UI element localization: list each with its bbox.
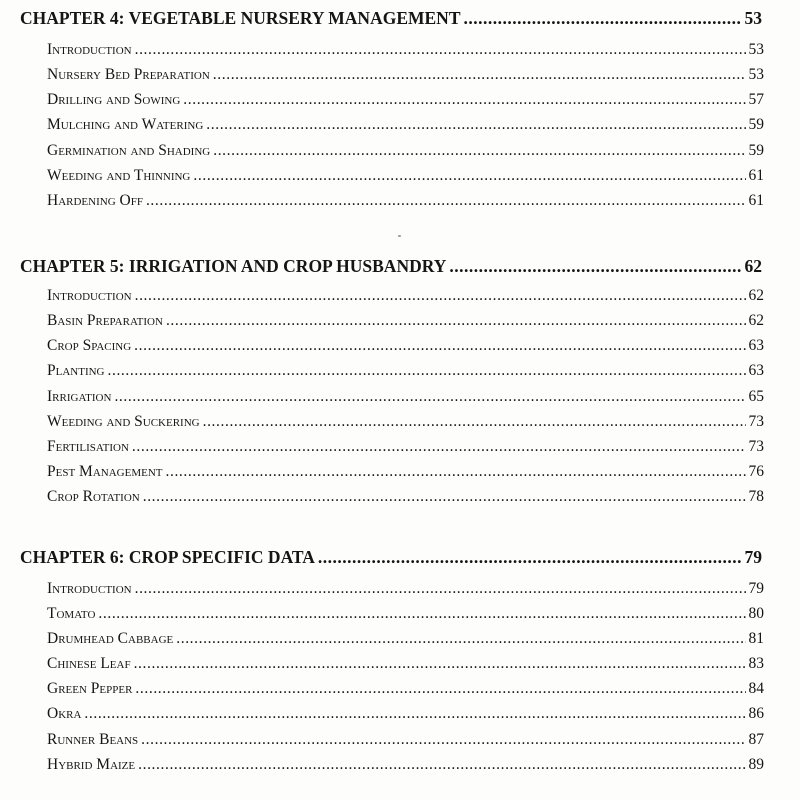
dot-leader <box>449 256 741 277</box>
section-title: Planting <box>47 362 105 379</box>
section-page-number: 73 <box>748 438 764 455</box>
toc-entry[interactable] <box>47 438 764 456</box>
chapter-page-number: 62 <box>744 256 762 276</box>
section-title: Chinese Leaf <box>47 655 131 672</box>
dot-leader <box>183 91 745 109</box>
dot-leader <box>134 655 746 673</box>
section-title: Tomato <box>47 605 96 622</box>
chapter-page-number: 53 <box>744 8 762 28</box>
dot-leader <box>108 362 746 380</box>
section-page-number: 65 <box>748 388 764 405</box>
section-page-number: 63 <box>748 362 764 379</box>
dot-leader <box>134 337 745 355</box>
dot-leader <box>213 66 746 84</box>
toc-entry[interactable] <box>47 287 764 305</box>
toc-entry[interactable] <box>47 580 764 598</box>
section-title: Hybrid Maize <box>47 756 136 773</box>
section-title: Introduction <box>47 41 132 58</box>
dot-leader <box>464 8 742 29</box>
dot-leader <box>318 547 742 568</box>
chapter-title: CHAPTER 4: VEGETABLE NURSERY MANAGEMENT <box>20 8 461 28</box>
section-title: Weeding and Suckering <box>47 413 200 430</box>
section-title: Okra <box>47 705 82 722</box>
dot-leader <box>166 463 746 481</box>
section-page-number: 73 <box>748 413 764 430</box>
toc-entry[interactable] <box>47 731 764 749</box>
toc-entry[interactable] <box>47 142 764 160</box>
section-title: Introduction <box>47 580 132 597</box>
section-title: Introduction <box>47 287 132 304</box>
section-page-number: 87 <box>748 731 764 748</box>
section-page-number: 62 <box>748 312 764 329</box>
dot-leader <box>143 488 746 506</box>
toc-entry[interactable] <box>47 337 764 355</box>
dot-leader <box>135 580 746 598</box>
section-title: Germination and Shading <box>47 142 211 159</box>
dot-leader <box>166 312 746 330</box>
section-title: Drilling and Sowing <box>47 91 181 108</box>
section-title: Pest Management <box>47 463 163 480</box>
section-page-number: 79 <box>748 580 764 597</box>
section-page-number: 83 <box>748 655 764 672</box>
section-page-number: 84 <box>748 680 764 697</box>
section-title: Crop Rotation <box>47 488 140 505</box>
scan-speck <box>398 235 401 237</box>
dot-leader <box>193 167 745 185</box>
section-title: Mulching and Watering <box>47 116 204 133</box>
toc-entry[interactable] <box>47 116 764 134</box>
dot-leader <box>84 705 745 723</box>
section-page-number: 76 <box>748 463 764 480</box>
toc-entry[interactable] <box>47 167 764 185</box>
section-page-number: 63 <box>748 337 764 354</box>
section-page-number: 62 <box>748 287 764 304</box>
toc-entry[interactable] <box>47 655 764 673</box>
dot-leader <box>213 142 745 160</box>
toc-entry[interactable] <box>47 488 764 506</box>
section-page-number: 57 <box>748 91 764 108</box>
dot-leader <box>146 192 746 210</box>
dot-leader <box>114 388 745 406</box>
toc-entry[interactable] <box>47 41 764 59</box>
dot-leader <box>132 438 746 456</box>
section-title: Nursery Bed Preparation <box>47 66 210 83</box>
dot-leader <box>135 41 746 59</box>
toc-entry[interactable] <box>47 388 764 406</box>
toc-entry[interactable] <box>47 312 764 330</box>
section-title: Basin Preparation <box>47 312 163 329</box>
chapter-heading[interactable] <box>20 256 762 277</box>
section-title: Crop Spacing <box>47 337 132 354</box>
dot-leader <box>206 116 745 134</box>
section-page-number: 53 <box>748 66 764 83</box>
toc-entry[interactable] <box>47 413 764 431</box>
section-page-number: 80 <box>748 605 764 622</box>
dot-leader <box>203 413 746 431</box>
toc-entry[interactable] <box>47 630 764 648</box>
section-page-number: 53 <box>748 41 764 58</box>
dot-leader <box>135 680 745 698</box>
toc-entry[interactable] <box>47 463 764 481</box>
toc-entry[interactable] <box>47 756 764 774</box>
toc-entry[interactable] <box>47 605 764 623</box>
section-title: Fertilisation <box>47 438 129 455</box>
chapter-title: CHAPTER 6: CROP SPECIFIC DATA <box>20 547 315 567</box>
section-page-number: 89 <box>748 756 764 773</box>
section-title: Hardening Off <box>47 192 143 209</box>
chapter-heading[interactable] <box>20 8 762 29</box>
section-page-number: 78 <box>748 488 764 505</box>
chapter-page-number: 79 <box>744 547 762 567</box>
toc-entry[interactable] <box>47 362 764 380</box>
chapter-heading[interactable] <box>20 547 762 568</box>
chapter-title: CHAPTER 5: IRRIGATION AND CROP HUSBANDRY <box>20 256 447 276</box>
section-title: Irrigation <box>47 388 112 405</box>
dot-leader <box>135 287 746 305</box>
section-page-number: 61 <box>748 192 764 209</box>
toc-entry[interactable] <box>47 91 764 109</box>
toc-entry[interactable] <box>47 680 764 698</box>
section-title: Weeding and Thinning <box>47 167 191 184</box>
section-page-number: 86 <box>748 705 764 722</box>
toc-entry[interactable] <box>47 705 764 723</box>
dot-leader <box>138 756 745 774</box>
dot-leader <box>98 605 745 623</box>
dot-leader <box>176 630 745 648</box>
section-page-number: 59 <box>748 142 764 159</box>
dot-leader <box>141 731 745 749</box>
section-page-number: 81 <box>748 630 764 647</box>
section-title: Green Pepper <box>47 680 133 697</box>
section-page-number: 59 <box>748 116 764 133</box>
section-title: Runner Beans <box>47 731 139 748</box>
section-title: Drumhead Cabbage <box>47 630 174 647</box>
section-page-number: 61 <box>748 167 764 184</box>
toc-entry[interactable] <box>47 192 764 210</box>
toc-entry[interactable] <box>47 66 764 84</box>
